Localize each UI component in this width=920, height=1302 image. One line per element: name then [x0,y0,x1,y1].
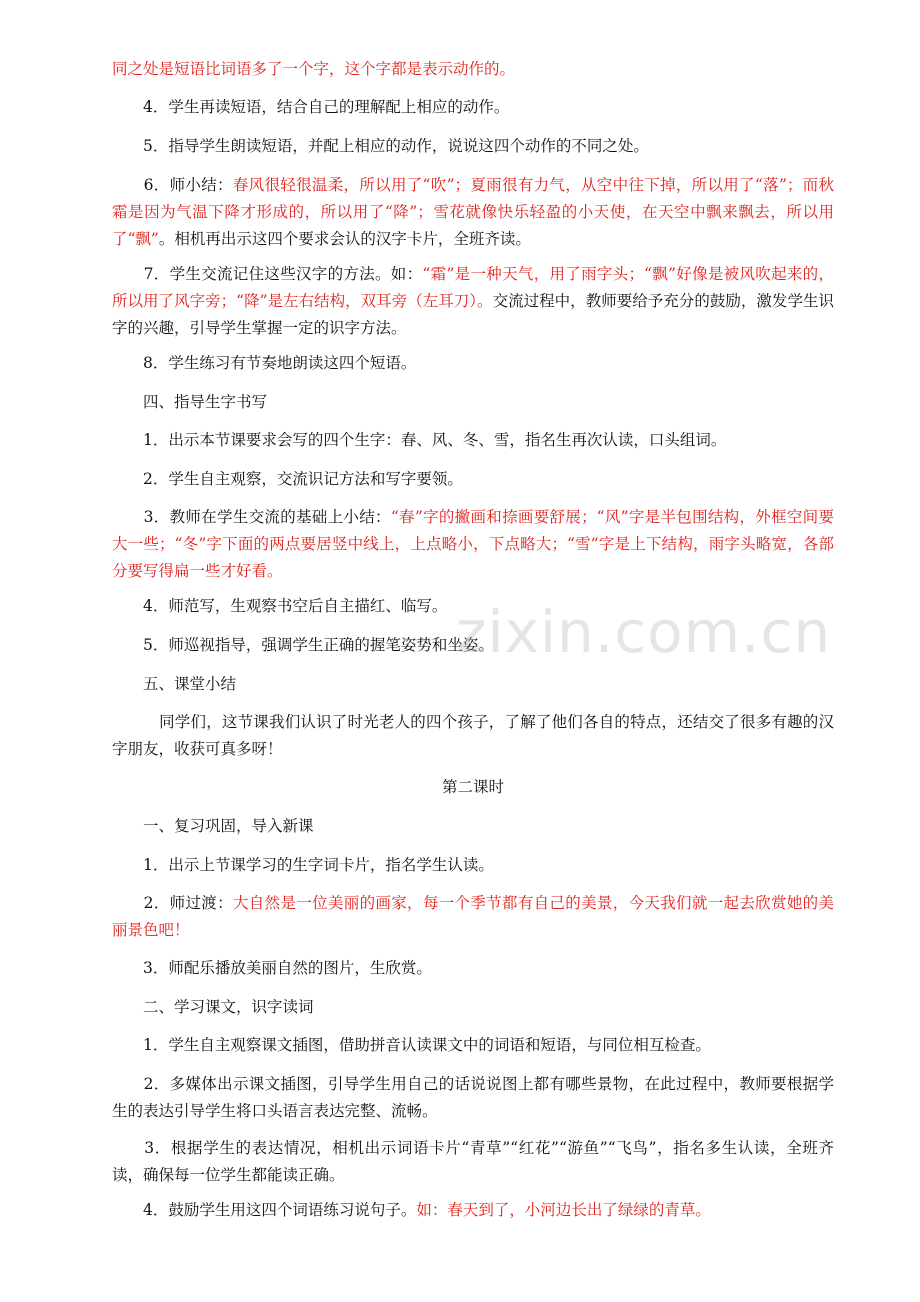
body-text: 5．指导学生朗读短语，并配上相应的动作，说说这四个动作的不同之处。 [112,137,649,155]
body-text: 。相机再出示这四个要求会认的汉字卡片，全班齐读。 [158,230,531,248]
body-text: 第二课时 [441,778,504,796]
body-text: 交流过程中，教师要给予充分的鼓励，激发学生识字的兴趣，引导学生掌握一定的识字方法。 [112,292,834,337]
paragraph [112,504,834,585]
body-text: 2．师过渡： [112,894,233,912]
paragraph [112,56,834,83]
paragraph [112,427,834,454]
body-text: 1．学生自主观察课文插图，借助拼音认读课文中的词语和短语，与同位相互检查。 [112,1036,711,1054]
body-text: 二、学习课文，识字读词 [112,998,314,1016]
paragraph [112,813,834,840]
highlighted-text: 春风很轻很温柔，所以用了“吹”；夏雨很有力气，从空中往下掉，所以用了“落”；而秋霜是因为气温下降才形成的，所以用了“降”；雪花就像快乐轻盈的小天使，在天空中飘来飘去，所以用了“飘” [112,176,834,248]
body-text: 同学们，这节课我们认识了时光老人的四个孩子，了解了他们各自的特点，还结交了很多有趣的汉字朋友，收获可真多呀！ [112,713,834,758]
body-text: 3．教师在学生交流的基础上小结： [112,508,391,526]
paragraph [112,632,834,659]
body-text: 4．鼓励学生用这四个词语练习说句子。 [112,1201,417,1219]
paragraph [112,389,834,416]
paragraph [112,890,834,944]
body-text: 2．多媒体出示课文插图，引导学生用自己的话说说图上都有哪些景物，在此过程中，教师要根据学生的表达引导学生将口头语言表达完整、流畅。 [112,1075,834,1120]
body-text: 6．师小结： [112,176,233,194]
paragraph [112,994,834,1021]
body-text: 3．根据学生的表达情况，相机出示词语卡片“青草”“红花”“游鱼”“飞鸟”，指名多生认读，全班齐读，确保每一位学生都能读正确。 [112,1139,834,1184]
body-text: 5．师巡视指导，强调学生正确的握笔姿势和坐姿。 [112,636,494,654]
paragraph [112,709,834,763]
watermark: zixin.com.cn [456,598,832,666]
body-text: 2．学生自主观察，交流识记方法和写字要领。 [112,470,463,488]
highlighted-text: “霜”是一种天气，用了雨字头；“飘”好像是被风吹起来的，所以用了风字旁；“降”是左右结构，双耳旁（左耳刀）。 [112,265,834,310]
paragraph [112,261,834,342]
paragraph [112,133,834,160]
body-text: 一、复习巩固，导入新课 [112,817,314,835]
paragraph [112,955,834,982]
paragraph [112,1135,834,1189]
paragraph [112,852,834,879]
body-text: 1．出示本节课要求会写的四个生字：春、风、冬、雪，指名生再次认读，口头组词。 [112,431,727,449]
body-text: 4．师范写，生观察书空后自主描红、临写。 [112,597,448,615]
body-text: 五、课堂小结 [112,675,237,693]
paragraph [112,172,834,253]
paragraph [112,671,834,698]
paragraph [112,1071,834,1125]
highlighted-text: 如：春天到了，小河边长出了绿绿的青草。 [416,1201,711,1219]
highlighted-text: 大自然是一位美丽的画家，每一个季节都有自己的美景，今天我们就一起去欣赏她的美丽景色吧！ [112,894,834,939]
paragraph [112,1032,834,1059]
paragraph [112,466,834,493]
paragraph [112,350,834,377]
highlighted-text: 同之处是短语比词语多了一个字，这个字都是表示动作的。 [112,60,516,78]
paragraph [112,1197,834,1224]
paragraph [112,774,834,801]
body-text: 7．学生交流记住这些汉字的方法。如： [112,265,423,283]
paragraph [112,593,834,620]
body-text: 四、指导生字书写 [112,393,268,411]
body-text: 8．学生练习有节奏地朗读这四个短语。 [112,354,417,372]
highlighted-text: “春”字的撇画和捺画要舒展；“风”字是半包围结构，外框空间要大一些；“冬”字下面的两点要居竖中线上，上点略小，下点略大；“雪”字是上下结构，雨字头略宽，各部分要写得扁一些才好看。 [112,508,834,580]
body-text: 4．学生再读短语，结合自己的理解配上相应的动作。 [112,98,510,116]
body-text: 3．师配乐播放美丽自然的图片，生欣赏。 [112,959,432,977]
paragraph [112,94,834,121]
body-text: 1．出示上节课学习的生字词卡片，指名学生认读。 [112,856,494,874]
